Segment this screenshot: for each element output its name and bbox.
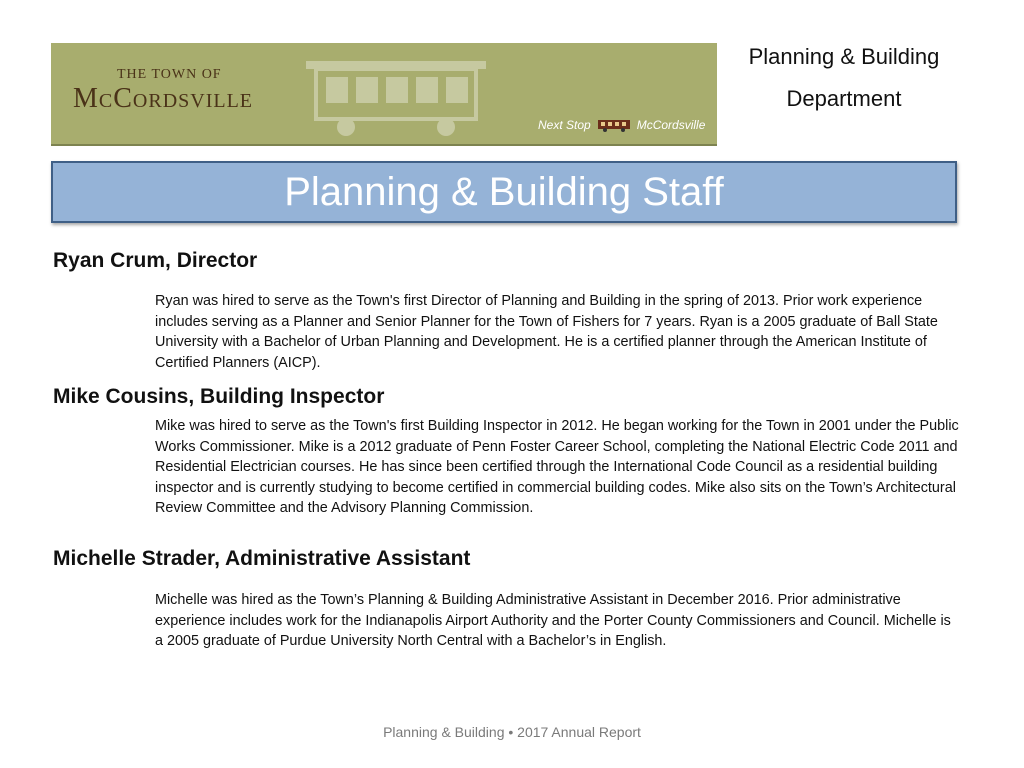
town-logo-banner: [51, 43, 717, 146]
logo-the-town-text: THE TOWN OF: [117, 67, 222, 82]
staff-bio-director: Ryan was hired to serve as the Town's first Director of Planning and Building in the spring of 2013. Prior work experience includes serving as a Planner and Senior Planner for the Town of Fishers for 7 years. Ryan is a 2005 graduate of Ball State University with a Bachelor of Urban Planning and Development. He is a certified planner through the American Institute of Certified Planners (AICP).: [155, 293, 938, 371]
staff-name-inspector: Mike Cousins, Building Inspector: [53, 385, 385, 408]
page-title-bar: [51, 161, 957, 223]
logo-town-name: McCordsville: [73, 83, 254, 114]
footer-text: Planning & Building • 2017 Annual Report: [383, 724, 641, 740]
tagline-town: McCordsville: [636, 118, 706, 132]
staff-bio-inspector: Mike was hired to serve as the Town's first Building Inspector in 2012. He began working for the Town in 2001 under the Public Works Commissioner. Mike is a 2012 graduate of Penn Foster Career School, completing the National Electric Code 2011 and Residential Electrician courses. He has since been certified through the International Code Council as a residential building inspector and is currently studying to become certified in commercial building codes. Mike also sits on the Town’s Architectural Review Committee and the Advisory Planning Commission.: [155, 418, 959, 516]
trolley-small-icon: [597, 118, 631, 132]
staff-bio-assistant: Michelle was hired as the Town’s Planning & Building Administrative Assistant in December 2016. Prior administrative experience includes work for the Indianapolis Airport Authority and the Porter County Commissioners and Council. Michelle is a 2005 graduate of Purdue University North Central with a Bachelor’s in English.: [155, 592, 951, 649]
trolley-icon: [296, 51, 496, 141]
logo-tagline: [538, 118, 705, 132]
tagline-next-stop: Next Stop: [538, 118, 591, 132]
department-line-1: Planning & Building: [748, 44, 940, 69]
department-heading: [722, 36, 966, 120]
staff-name-assistant: Michelle Strader, Administrative Assistant: [53, 547, 471, 570]
page-title: Planning & Building Staff: [284, 170, 724, 214]
staff-name-director: Ryan Crum, Director: [53, 249, 258, 272]
department-line-2: Department: [786, 86, 902, 111]
